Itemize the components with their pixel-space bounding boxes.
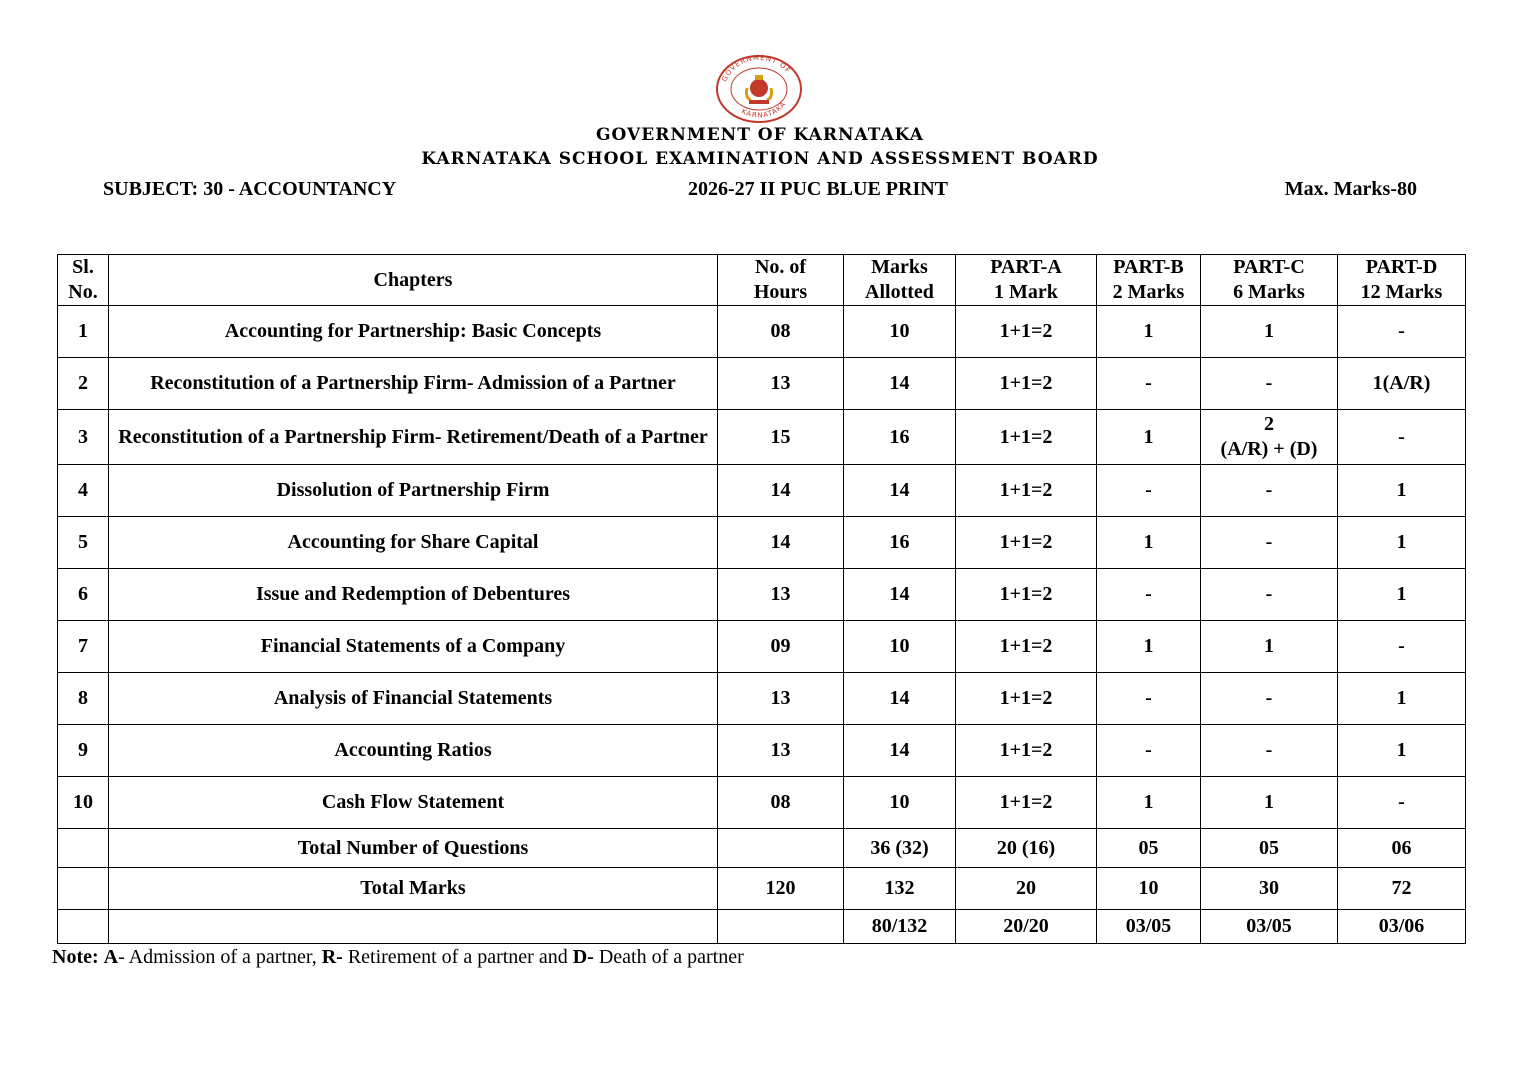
total-questions-label: Total Number of Questions bbox=[109, 829, 718, 868]
total-questions-row bbox=[58, 829, 1466, 868]
total-marks-row bbox=[58, 868, 1466, 910]
cell-part-a: 1+1=2 bbox=[956, 777, 1097, 829]
cell-marks: 10 bbox=[844, 777, 956, 829]
ratio-row bbox=[58, 910, 1466, 944]
cell-part-c: 30 bbox=[1201, 868, 1338, 910]
cell-hours bbox=[718, 829, 844, 868]
cell-part-a: 1+1=2 bbox=[956, 725, 1097, 777]
cell-part-d: - bbox=[1338, 777, 1466, 829]
cell-hours: 14 bbox=[718, 465, 844, 517]
cell-part-c: 1 bbox=[1201, 777, 1338, 829]
cell-marks: 14 bbox=[844, 673, 956, 725]
cell-part-c: - bbox=[1201, 725, 1338, 777]
document-title: 2026-27 II PUC BLUE PRINT bbox=[688, 178, 949, 200]
cell-part-c: - bbox=[1201, 517, 1338, 569]
cell-hours: 14 bbox=[718, 517, 844, 569]
subject-label: SUBJECT: 30 - ACCOUNTANCY bbox=[103, 178, 397, 200]
cell-part-b: - bbox=[1097, 358, 1201, 410]
total-marks-label: Total Marks bbox=[109, 868, 718, 910]
cell-part-d: 1 bbox=[1338, 517, 1466, 569]
cell-part-a: 1+1=2 bbox=[956, 465, 1097, 517]
cell-part-d: - bbox=[1338, 621, 1466, 673]
cell-part-d: 1(A/R) bbox=[1338, 358, 1466, 410]
cell-part-c: - bbox=[1201, 465, 1338, 517]
cell-hours: 15 bbox=[718, 410, 844, 465]
cell-part-a: 20 bbox=[956, 868, 1097, 910]
cell-part-d: - bbox=[1338, 306, 1466, 358]
cell-part-b: 1 bbox=[1097, 777, 1201, 829]
table-row bbox=[58, 777, 1466, 829]
cell-hours: 08 bbox=[718, 306, 844, 358]
cell-part-c: 2 (A/R) + (D) bbox=[1201, 410, 1338, 465]
cell-sl: 2 bbox=[58, 358, 109, 410]
cell-part-b: 1 bbox=[1097, 410, 1201, 465]
cell-part-b: - bbox=[1097, 725, 1201, 777]
col-header-part-a: PART-A 1 Mark bbox=[956, 255, 1097, 306]
cell-hours: 08 bbox=[718, 777, 844, 829]
cell-marks: 14 bbox=[844, 725, 956, 777]
cell-hours: 13 bbox=[718, 569, 844, 621]
cell-part-d: 1 bbox=[1338, 569, 1466, 621]
footnote: Note: A- Admission of a partner, R- Retirement of a partner and D- Death of a partner bbox=[52, 946, 744, 968]
cell-part-c: 1 bbox=[1201, 621, 1338, 673]
cell-hours: 09 bbox=[718, 621, 844, 673]
cell-marks: 10 bbox=[844, 306, 956, 358]
cell-part-b: 1 bbox=[1097, 517, 1201, 569]
cell-marks: 16 bbox=[844, 517, 956, 569]
cell-sl: 6 bbox=[58, 569, 109, 621]
cell-marks: 10 bbox=[844, 621, 956, 673]
cell-part-d: 1 bbox=[1338, 725, 1466, 777]
table-row bbox=[58, 621, 1466, 673]
cell-part-b: 1 bbox=[1097, 306, 1201, 358]
cell-part-d: 72 bbox=[1338, 868, 1466, 910]
cell-sl: 8 bbox=[58, 673, 109, 725]
cell-part-b: - bbox=[1097, 569, 1201, 621]
cell-part-a: 1+1=2 bbox=[956, 673, 1097, 725]
col-header-chapters: Chapters bbox=[109, 255, 718, 306]
cell-part-a: 1+1=2 bbox=[956, 306, 1097, 358]
cell-part-a: 1+1=2 bbox=[956, 517, 1097, 569]
cell-part-b: 05 bbox=[1097, 829, 1201, 868]
cell-hours bbox=[718, 910, 844, 944]
cell-chapter: Dissolution of Partnership Firm bbox=[109, 465, 718, 517]
cell-hours: 13 bbox=[718, 358, 844, 410]
col-header-hours: No. of Hours bbox=[718, 255, 844, 306]
cell-part-b: 03/05 bbox=[1097, 910, 1201, 944]
cell-part-c: - bbox=[1201, 673, 1338, 725]
cell-part-b: - bbox=[1097, 465, 1201, 517]
cell-sl bbox=[58, 829, 109, 868]
cell-chapter: Reconstitution of a Partnership Firm- Retirement/Death of a Partner bbox=[109, 410, 718, 465]
cell-sl: 3 bbox=[58, 410, 109, 465]
table-row bbox=[58, 725, 1466, 777]
cell-part-a: 1+1=2 bbox=[956, 358, 1097, 410]
cell-part-a: 1+1=2 bbox=[956, 410, 1097, 465]
cell-part-a: 20/20 bbox=[956, 910, 1097, 944]
cell-marks: 80/132 bbox=[844, 910, 956, 944]
cell-part-c: - bbox=[1201, 358, 1338, 410]
cell-chapter: Accounting for Share Capital bbox=[109, 517, 718, 569]
max-marks: Max. Marks-80 bbox=[1284, 178, 1417, 200]
cell-part-a: 1+1=2 bbox=[956, 569, 1097, 621]
cell-sl: 1 bbox=[58, 306, 109, 358]
header-government: GOVERNMENT OF KARNATAKA bbox=[596, 125, 924, 145]
col-header-part-b: PART-B 2 Marks bbox=[1097, 255, 1201, 306]
cell-chapter: Financial Statements of a Company bbox=[109, 621, 718, 673]
cell-chapter: Issue and Redemption of Debentures bbox=[109, 569, 718, 621]
cell-part-b: 10 bbox=[1097, 868, 1201, 910]
karnataka-seal-logo bbox=[715, 54, 803, 124]
col-header-part-c: PART-C 6 Marks bbox=[1201, 255, 1338, 306]
col-header-marks: Marks Allotted bbox=[844, 255, 956, 306]
cell-marks: 14 bbox=[844, 465, 956, 517]
cell-hours: 120 bbox=[718, 868, 844, 910]
table-row bbox=[58, 410, 1466, 465]
cell-chapter: Reconstitution of a Partnership Firm- Admission of a Partner bbox=[109, 358, 718, 410]
cell-marks: 16 bbox=[844, 410, 956, 465]
cell-marks: 36 (32) bbox=[844, 829, 956, 868]
cell-part-b: 1 bbox=[1097, 621, 1201, 673]
cell-part-a: 1+1=2 bbox=[956, 621, 1097, 673]
cell-hours: 13 bbox=[718, 725, 844, 777]
cell-part-b: - bbox=[1097, 673, 1201, 725]
cell-sl: 10 bbox=[58, 777, 109, 829]
cell-part-d: - bbox=[1338, 410, 1466, 465]
seal-bottom-text: KARNATAKA bbox=[740, 99, 788, 120]
cell-part-c: 03/05 bbox=[1201, 910, 1338, 944]
cell-chapter bbox=[109, 910, 718, 944]
blueprint-table bbox=[57, 254, 1466, 944]
cell-chapter: Accounting for Partnership: Basic Concepts bbox=[109, 306, 718, 358]
cell-hours: 13 bbox=[718, 673, 844, 725]
cell-marks: 14 bbox=[844, 358, 956, 410]
col-header-sl: Sl. No. bbox=[58, 255, 109, 306]
cell-marks: 132 bbox=[844, 868, 956, 910]
cell-sl: 4 bbox=[58, 465, 109, 517]
cell-part-a: 20 (16) bbox=[956, 829, 1097, 868]
cell-part-d: 06 bbox=[1338, 829, 1466, 868]
table-row bbox=[58, 465, 1466, 517]
cell-part-c: - bbox=[1201, 569, 1338, 621]
cell-chapter: Analysis of Financial Statements bbox=[109, 673, 718, 725]
cell-sl: 9 bbox=[58, 725, 109, 777]
cell-part-d: 1 bbox=[1338, 465, 1466, 517]
cell-part-d: 1 bbox=[1338, 673, 1466, 725]
cell-chapter: Cash Flow Statement bbox=[109, 777, 718, 829]
header-board: KARNATAKA SCHOOL EXAMINATION AND ASSESSMENT BOARD bbox=[421, 149, 1099, 169]
col-header-part-d: PART-D 12 Marks bbox=[1338, 255, 1466, 306]
table-row bbox=[58, 673, 1466, 725]
table-row bbox=[58, 306, 1466, 358]
cell-part-c: 05 bbox=[1201, 829, 1338, 868]
cell-sl bbox=[58, 910, 109, 944]
table-header-row bbox=[58, 255, 1466, 306]
cell-marks: 14 bbox=[844, 569, 956, 621]
cell-part-c: 1 bbox=[1201, 306, 1338, 358]
seal-top-text: GOVERNMENT OF bbox=[720, 54, 793, 83]
table-row bbox=[58, 358, 1466, 410]
cell-sl bbox=[58, 868, 109, 910]
cell-sl: 5 bbox=[58, 517, 109, 569]
cell-part-d: 03/06 bbox=[1338, 910, 1466, 944]
cell-sl: 7 bbox=[58, 621, 109, 673]
table-row bbox=[58, 569, 1466, 621]
cell-chapter: Accounting Ratios bbox=[109, 725, 718, 777]
table-row bbox=[58, 517, 1466, 569]
